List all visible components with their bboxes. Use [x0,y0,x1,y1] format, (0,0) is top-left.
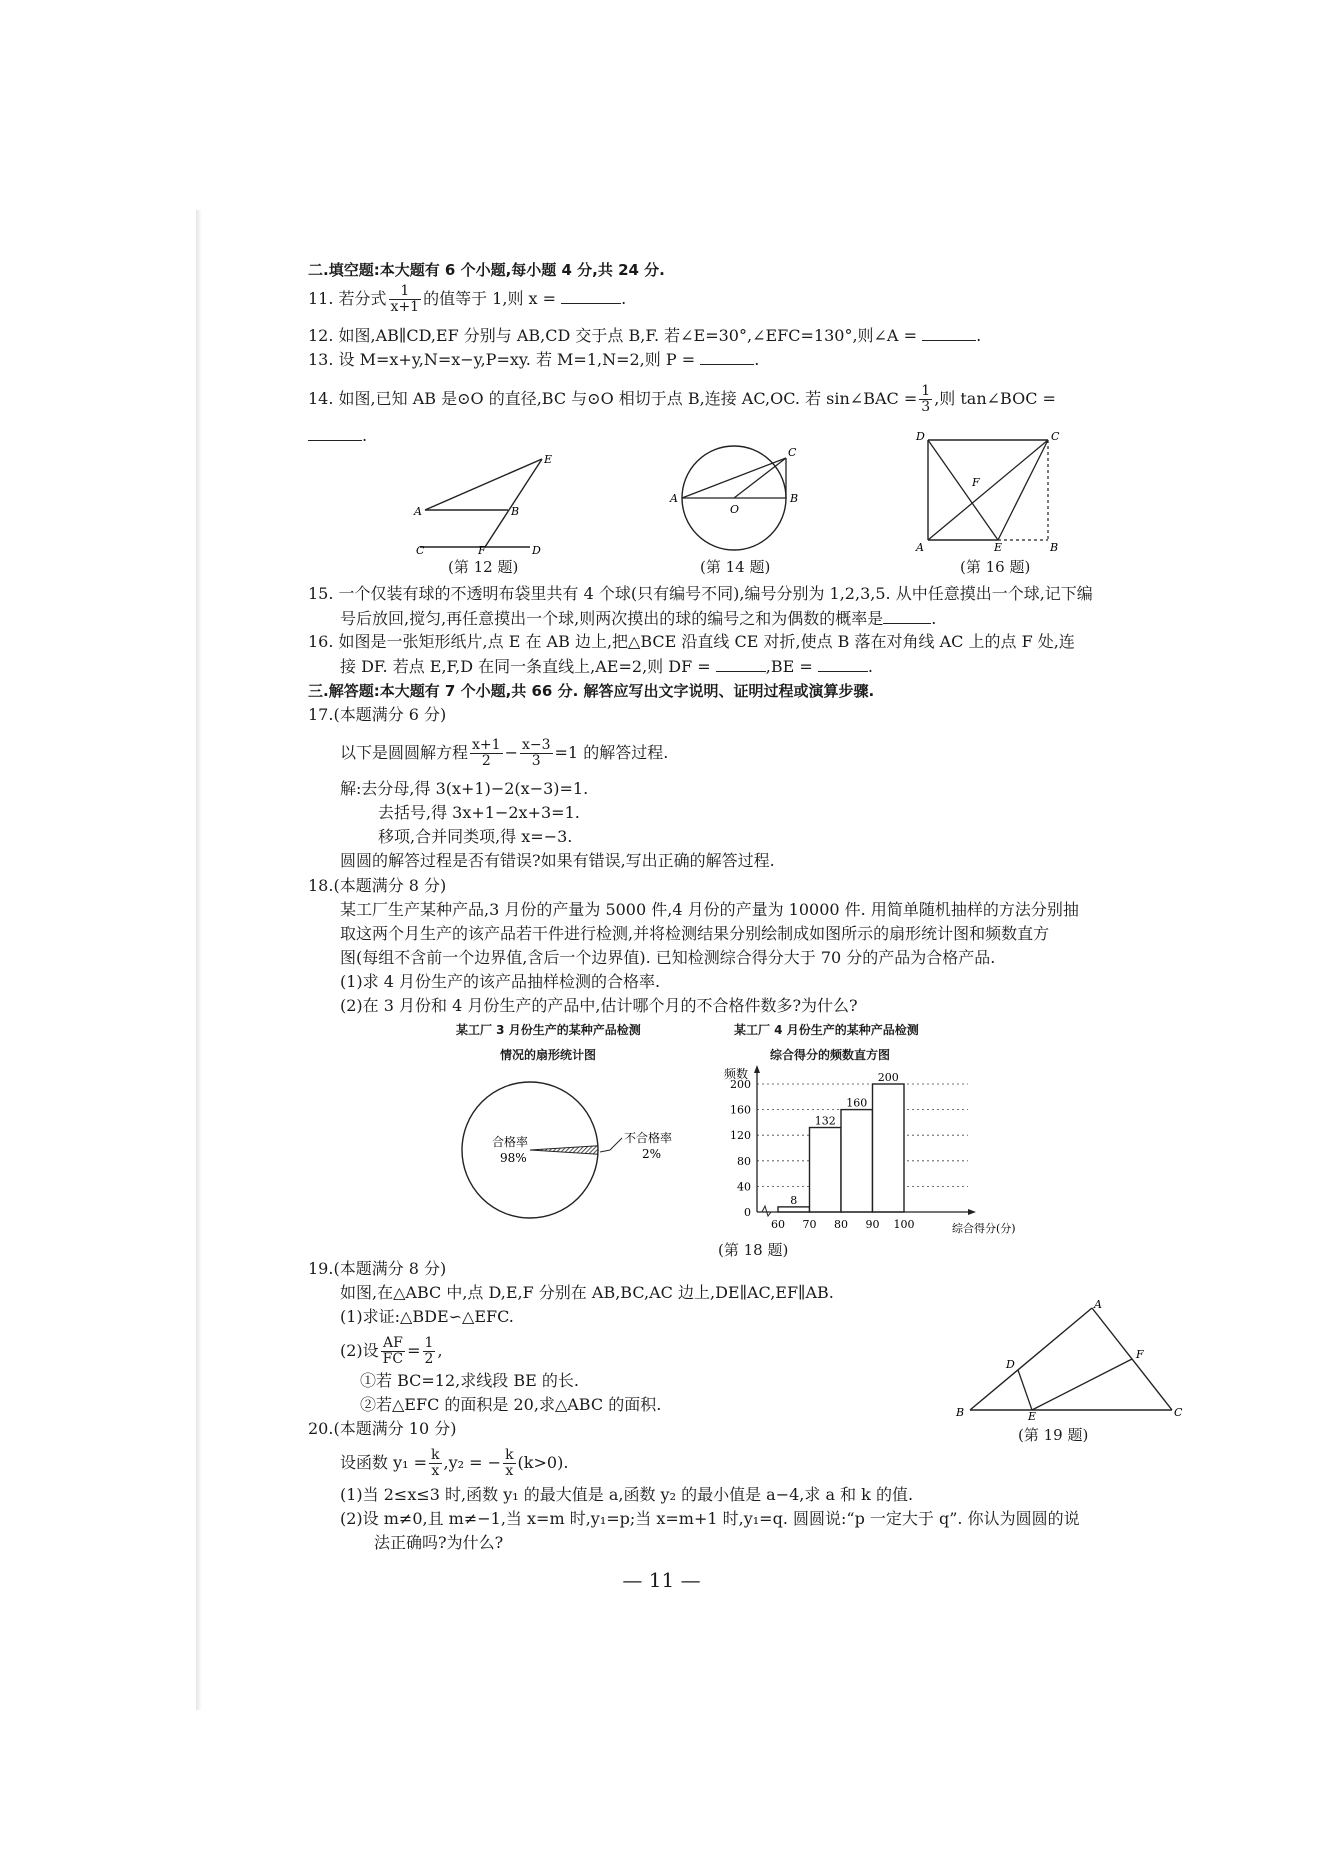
label-e: E [1028,1410,1037,1420]
caption-12: (第 12 题) [448,558,519,576]
x-tick-100: 100 [893,1218,915,1231]
question-18-p3: 图(每组不含前一个边界值,含后一个边界值). 已知检测综合得分大于 70 分的产品为合格产品. [340,948,996,967]
segment-ef [1032,1359,1132,1410]
pie-fail-label: 不合格率 [624,1131,673,1145]
fraction-19-af-fc: $\frac{AF}{FC}$ [382,1335,404,1367]
histogram-bar-label-60-70: 8 [790,1193,798,1207]
question-19-p1: 如图,在△ABC 中,点 D,E,F 分别在 AB,BC,AC 边上,DE∥AC,EF∥AB. [340,1283,834,1302]
question-20-sub2-line2: 法正确吗?为什么? [374,1533,504,1552]
question-16-line1: 16. 如图是一张矩形纸片,点 E 在 AB 边上,把△BCE 沿直线 CE 对折,使点 B 落在对角线 AC 上的点 F 处,连 [308,632,1075,651]
histogram-bar-80-90 [841,1110,873,1212]
label-d: D [1006,1358,1015,1371]
answer-blank-11 [561,287,621,304]
y-tick-80: 80 [737,1154,751,1168]
question-17-step3: 移项,合并同类项,得 x=−3. [378,827,573,846]
question-19-sub2a: ①若 BC=12,求线段 BE 的长. [360,1371,579,1390]
side-ba [970,1308,1092,1410]
y-tick-40: 40 [737,1180,751,1194]
histogram-bar-90-100 [873,1084,905,1212]
histogram-bar-label-80-90: 160 [846,1096,868,1110]
binding-shadow [196,210,202,1710]
pie-leader-line [600,1150,610,1152]
line-ae [425,459,542,510]
histogram-chart [720,1060,1020,1240]
question-19-sub1: (1)求证:△BDE∽△EFC. [340,1307,514,1326]
histogram-bar-label-90-100: 200 [877,1071,899,1084]
question-18-head: 18.(本题满分 8 分) [308,876,447,895]
label-f: F [972,476,980,489]
x-tick-70: 70 [802,1218,817,1231]
label-a: A [414,505,422,518]
label-d: D [916,430,925,443]
histogram-bar-70-80 [810,1128,842,1212]
figure-16 [912,430,1072,554]
question-18-sub2: (2)在 3 月份和 4 月份生产的产品中,估计哪个月的不合格件数多?为什么? [340,996,858,1015]
caption-14: (第 14 题) [700,558,771,576]
fold-ce [998,440,1048,540]
answer-blank-15 [883,607,931,624]
question-18-p2: 取这两个月生产的该产品若干件进行检测,并将检测结果分别绘制成如图所示的扇形统计图和频数直方 [340,924,1050,943]
question-17-intro: 以下是圆圆解方程 $\frac{x+1}{2}$ − $\frac{x-3}{3}$ =1 的解答过程. [340,737,669,769]
histogram-title: 某工厂 4 月份生产的某种产品检测 [734,1023,919,1037]
question-14-cont: . [308,424,1208,447]
fraction-17-b: $\frac{x-3}{3}$ [521,737,551,769]
question-17-ask: 圆圆的解答过程是否有错误?如果有错误,写出正确的解答过程. [340,851,775,870]
label-c: C [788,446,797,459]
answer-blank-13 [700,348,754,365]
question-19-sub2b: ②若△EFC 的面积是 20,求△ABC 的面积. [360,1395,662,1414]
label-b: B [1050,541,1059,554]
histogram-bar-label-70-80: 132 [814,1114,836,1128]
figure-19 [950,1300,1190,1420]
pie-leader-line-2 [610,1138,622,1150]
y-axis-arrow [754,1065,760,1073]
label-c: C [416,544,425,555]
axis-break-icon [762,1206,771,1216]
pie-chart-title: 某工厂 3 月份生产的某种产品检测 [456,1023,641,1037]
label-b: B [790,492,799,505]
question-15-line2: 号后放回,搅匀,再任意摸出一个球,则两次摸出的球的编号之和为偶数的概率是 . [340,609,937,628]
label-e: E [994,541,1003,554]
x-axis-label: 综合得分(分) [952,1222,1016,1235]
label-d: D [532,544,541,555]
question-11: 11. 若分式 $\frac{1}{x+1}$ 的值等于 1,则 x = . [308,283,627,315]
question-15-line1: 15. 一个仅装有球的不透明布袋里共有 4 个球(只有编号不同),编号分别为 1,2,3,5. 从中任意摸出一个球,记下编 [308,584,1093,603]
label-a: A [916,541,924,554]
fraction-14: $\frac{1}{3}$ [921,383,931,415]
answer-blank-16-df [716,655,766,672]
question-19-sub2: (2)设 $\frac{AF}{FC}$ = $\frac{1}{2}$ , [340,1335,443,1367]
question-17-head: 17.(本题满分 6 分) [308,705,447,724]
label-b: B [511,505,520,518]
label-e: E [544,455,553,466]
answer-blank-14 [308,424,362,441]
y-tick-160: 160 [730,1103,751,1117]
figure-12 [410,455,560,555]
section-3-title: 三.解答题:本大题有 7 个小题,共 66 分. 解答应写出文字说明、证明过程或演算步骤. [308,682,875,700]
question-17-step2: 去括号,得 3x+1−2x+3=1. [378,803,580,822]
question-18-p1: 某工厂生产某种产品,3 月份的产量为 5000 件,4 月份的产量为 10000 件. 用简单随机抽样的方法分别抽 [340,900,1079,919]
question-20-head: 20.(本题满分 10 分) [308,1419,457,1438]
x-tick-80: 80 [834,1218,848,1231]
question-16-line2: 接 DF. 若点 E,F,D 在同一条直线上,AE=2,则 DF = ,BE = . [340,657,873,676]
label-c: C [1174,1406,1183,1419]
answer-blank-12 [922,324,976,341]
label-c: C [1051,430,1060,443]
question-20-sub2-line1: (2)设 m≠0,且 m≠−1,当 x=m 时,y₁=p;当 x=m+1 时,y₁=q. 圆圆说:“p 一定大于 q”. 你认为圆圆的说 [340,1509,1080,1528]
caption-16: (第 16 题) [960,558,1031,576]
question-19-head: 19.(本题满分 8 分) [308,1259,447,1278]
question-20-intro: 设函数 y₁ = $\frac{k}{x}$ ,y₂ = − $\frac{k}{x}$ (k>0). [340,1447,569,1479]
x-axis-arrow [968,1209,976,1215]
histogram-bar-60-70 [778,1207,810,1212]
pie-pass-value: 98% [500,1151,527,1165]
y-tick-120: 120 [730,1129,751,1143]
line-ef [485,459,542,547]
fraction-17-a: $\frac{x+1}{2}$ [472,737,501,769]
question-13: 13. 设 M=x+y,N=x−y,P=xy. 若 M=1,N=2,则 P = . [308,350,760,369]
pie-slice-fail [530,1146,598,1155]
question-17-step1: 解:去分母,得 3(x+1)−2(x−3)=1. [340,779,589,798]
fraction-11: $\frac{1}{x+1}$ [390,283,420,315]
fraction-20-y1: $\frac{k}{x}$ [431,1447,440,1479]
pie-chart-subtitle: 情况的扇形统计图 [500,1048,597,1062]
question-20-sub1: (1)当 2≤x≤3 时,函数 y₁ 的最大值是 a,函数 y₂ 的最小值是 a−4,求 a 和 k 的值. [340,1485,914,1504]
question-14: 14. 如图,已知 AB 是⊙O 的直径,BC 与⊙O 相切于点 B,连接 AC,OC. 若 sin∠BAC = $\frac{1}{3}$ ,则 tan∠BOC = [308,383,1056,415]
question-18-sub1: (1)求 4 月份生产的该产品抽样检测的合格率. [340,972,661,991]
pie-fail-value: 2% [642,1147,662,1161]
caption-18: (第 18 题) [718,1241,789,1259]
caption-19: (第 19 题) [1018,1426,1089,1444]
line-oc [734,458,786,498]
answer-blank-16-be [818,655,868,672]
fraction-20-y2: $\frac{k}{x}$ [505,1447,514,1479]
label-f: F [1136,1348,1144,1361]
line-ac [682,458,786,498]
label-o: O [730,503,740,516]
fraction-19-half: $\frac{1}{2}$ [424,1335,434,1367]
x-tick-60: 60 [771,1218,785,1231]
pie-pass-label: 合格率 [492,1135,529,1149]
label-f: F [478,544,486,555]
question-12: 12. 如图,AB∥CD,EF 分别与 AB,CD 交于点 B,F. 若∠E=30°,∠EFC=130°,则∠A = . [308,326,982,345]
figure-14 [664,440,814,554]
segment-de [1018,1370,1032,1410]
label-b: B [956,1406,965,1419]
label-a: A [670,492,678,505]
x-tick-90: 90 [865,1218,880,1231]
section-2-title: 二.填空题:本大题有 6 个小题,每小题 4 分,共 24 分. [308,261,665,279]
histogram-subtitle: 综合得分的频数直方图 [770,1048,891,1062]
pie-chart [450,1080,710,1230]
label-a: A [1094,1300,1102,1311]
y-tick-200: 200 [730,1078,751,1091]
y-tick-0: 0 [744,1206,751,1219]
page-number: — 11 — [622,1568,701,1592]
y-axis-label: 频数 [724,1067,749,1081]
